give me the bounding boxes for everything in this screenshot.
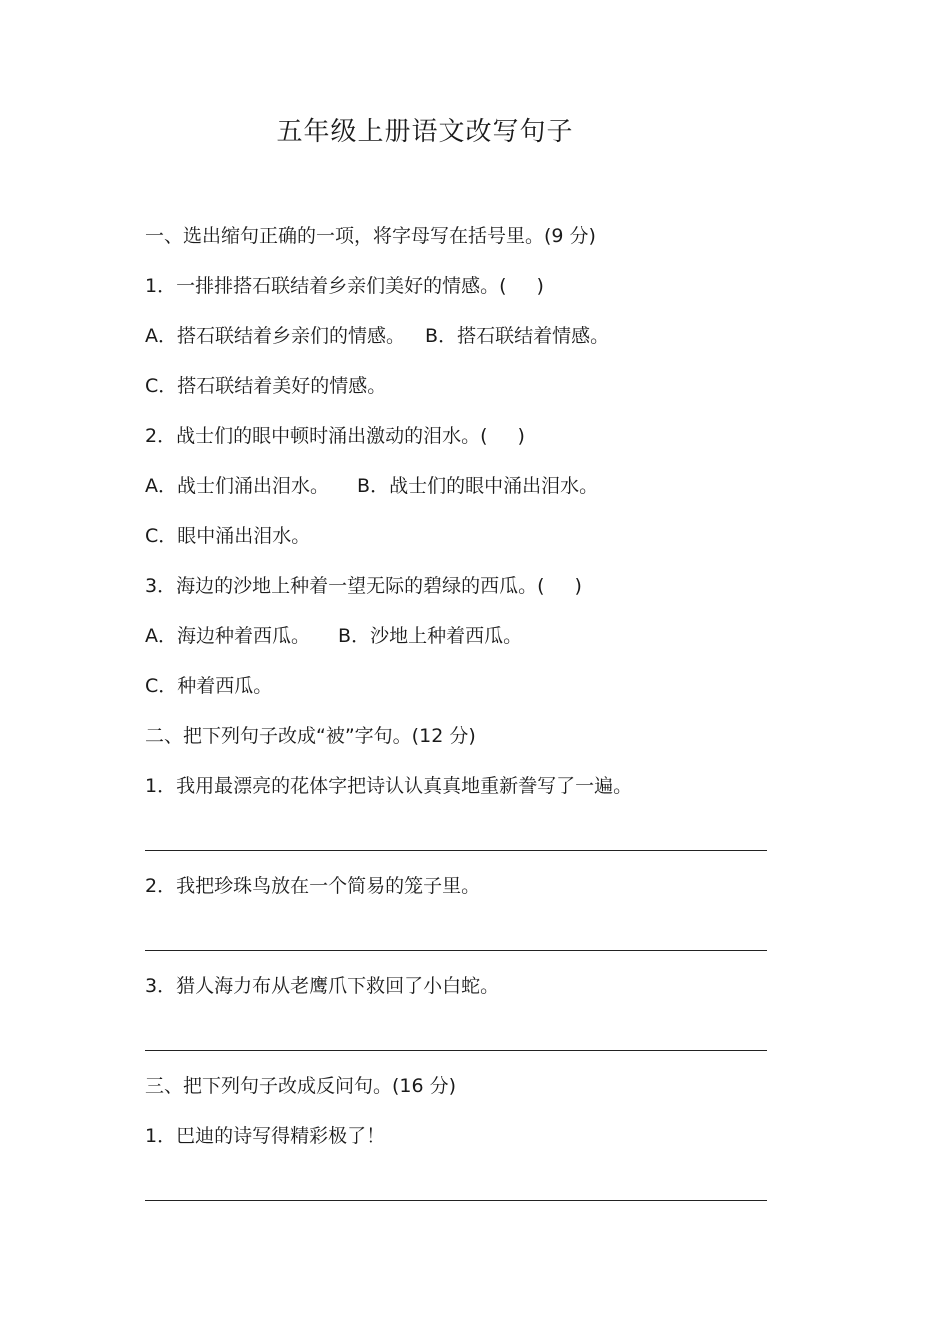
paren-close: ): [574, 575, 582, 597]
option-a: A．战士们涌出泪水。: [145, 475, 329, 497]
option-a: A．海边种着西瓜。: [145, 625, 310, 647]
underline: [145, 850, 767, 851]
option-b: B．搭石联结着情感。: [425, 325, 610, 347]
answer-line[interactable]: [145, 1165, 785, 1215]
option-row: [145, 315, 785, 365]
option-row: [145, 465, 785, 515]
question-text: 1．一排排搭石联结着乡亲们美好的情感。(: [145, 275, 507, 297]
option-row: [145, 365, 785, 415]
answer-line[interactable]: [145, 1015, 785, 1065]
option-b: B．沙地上种着西瓜。: [338, 625, 523, 647]
underline: [145, 1050, 767, 1051]
paren-close: ): [517, 425, 525, 447]
answer-line[interactable]: [145, 815, 785, 865]
answer-line[interactable]: [145, 915, 785, 965]
option-row: [145, 615, 785, 665]
worksheet-content: [145, 215, 785, 1215]
option-c: C．眼中涌出泪水。: [145, 525, 311, 547]
question-text: 2．我把珍珠鸟放在一个简易的笼子里。: [145, 875, 481, 897]
page-title: 五年级上册语文改写句子: [276, 117, 574, 147]
option-a: A．搭石联结着乡亲们的情感。: [145, 325, 405, 347]
question-text: 3．海边的沙地上种着一望无际的碧绿的西瓜。(: [145, 575, 545, 597]
question-stem: [145, 565, 785, 615]
option-row: [145, 665, 785, 715]
question-text: 1．巴迪的诗写得精彩极了！: [145, 1125, 386, 1147]
option-b: B．战士们的眼中涌出泪水。: [357, 475, 599, 497]
question-text: 2．战士们的眼中顿时涌出激动的泪水。(: [145, 425, 488, 447]
question-text: 3．猎人海力布从老鹰爪下救回了小白蛇。: [145, 975, 500, 997]
question-stem: [145, 415, 785, 465]
question-text: 1．我用最漂亮的花体字把诗认认真真地重新誊写了一遍。: [145, 775, 633, 797]
underline: [145, 1200, 767, 1201]
section-heading: 三、把下列句子改成反问句。(16 分): [145, 1075, 457, 1097]
option-c: C．搭石联结着美好的情感。: [145, 375, 387, 397]
question-stem: [145, 265, 785, 315]
paren-close: ): [536, 275, 544, 297]
section-heading: 一、选出缩句正确的一项，将字母写在括号里。(9 分): [145, 225, 596, 247]
option-c: C．种着西瓜。: [145, 675, 273, 697]
underline: [145, 950, 767, 951]
option-row: [145, 515, 785, 565]
section-heading: 二、把下列句子改成“被”字句。(12 分): [145, 725, 476, 747]
